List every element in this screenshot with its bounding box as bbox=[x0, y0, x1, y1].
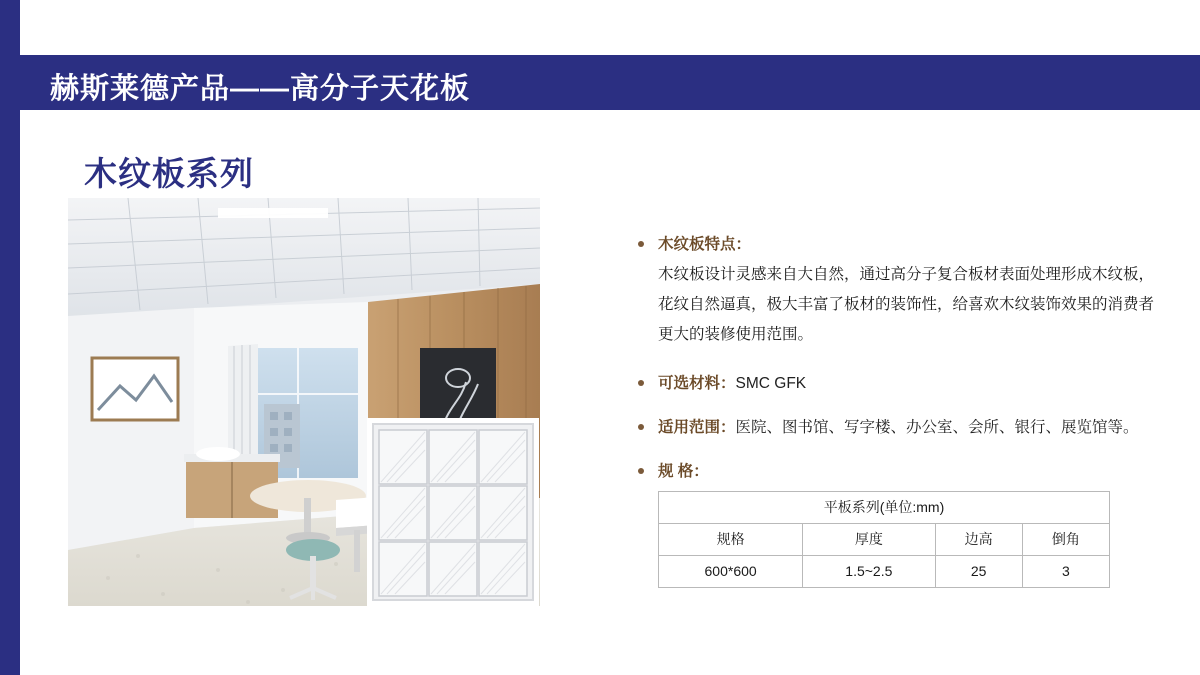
table-cell-size: 600*600 bbox=[659, 555, 803, 587]
application-label: 适用范围： bbox=[658, 418, 736, 436]
table-header-cell: 厚度 bbox=[803, 523, 935, 555]
application-value: 医院、图书馆、写字楼、办公室、会所、银行、展览馆等。 bbox=[735, 418, 1139, 436]
ceiling-sample-photo bbox=[367, 418, 539, 606]
table-cell-chamfer: 3 bbox=[1022, 555, 1109, 587]
spec-label: 规 格： bbox=[658, 462, 709, 480]
table-cell-thickness: 1.5~2.5 bbox=[803, 555, 935, 587]
table-row bbox=[659, 555, 1110, 587]
feature-bullet-title bbox=[636, 232, 1156, 254]
page-title: 赫斯莱德产品——高分子天花板 bbox=[50, 73, 471, 105]
bullet-dot-icon bbox=[638, 424, 644, 430]
feature-paragraph: 木纹板设计灵感来自大自然，通过高分子复合板材表面处理形成木纹板，花纹自然逼真，极大丰富了板材的装饰性，给喜欢木纹装饰效果的消费者更大的装修使用范围。 bbox=[658, 266, 1155, 344]
material-value: SMC GFK bbox=[735, 374, 807, 392]
bullet-dot-icon bbox=[638, 241, 644, 247]
application-bullet bbox=[636, 415, 1156, 437]
table-caption: 平板系列(单位:mm) bbox=[659, 491, 1110, 523]
table-header-cell: 规格 bbox=[659, 523, 803, 555]
product-photo bbox=[68, 198, 540, 606]
material-label: 可选材料： bbox=[658, 374, 736, 392]
left-accent-bar bbox=[0, 0, 20, 675]
table-header-row bbox=[659, 523, 1110, 555]
table-caption-row bbox=[659, 491, 1110, 523]
section-title: 木纹板系列 bbox=[84, 155, 254, 192]
bullet-dot-icon bbox=[638, 380, 644, 386]
bullet-dot-icon bbox=[638, 468, 644, 474]
table-header-cell: 边高 bbox=[935, 523, 1022, 555]
table-cell-edge-height: 25 bbox=[935, 555, 1022, 587]
spec-bullet bbox=[636, 459, 1156, 481]
spec-table bbox=[658, 491, 1110, 588]
product-description bbox=[636, 232, 1156, 588]
feature-label: 木纹板特点： bbox=[658, 236, 752, 253]
material-bullet bbox=[636, 371, 1156, 393]
table-header-cell: 倒角 bbox=[1022, 523, 1109, 555]
